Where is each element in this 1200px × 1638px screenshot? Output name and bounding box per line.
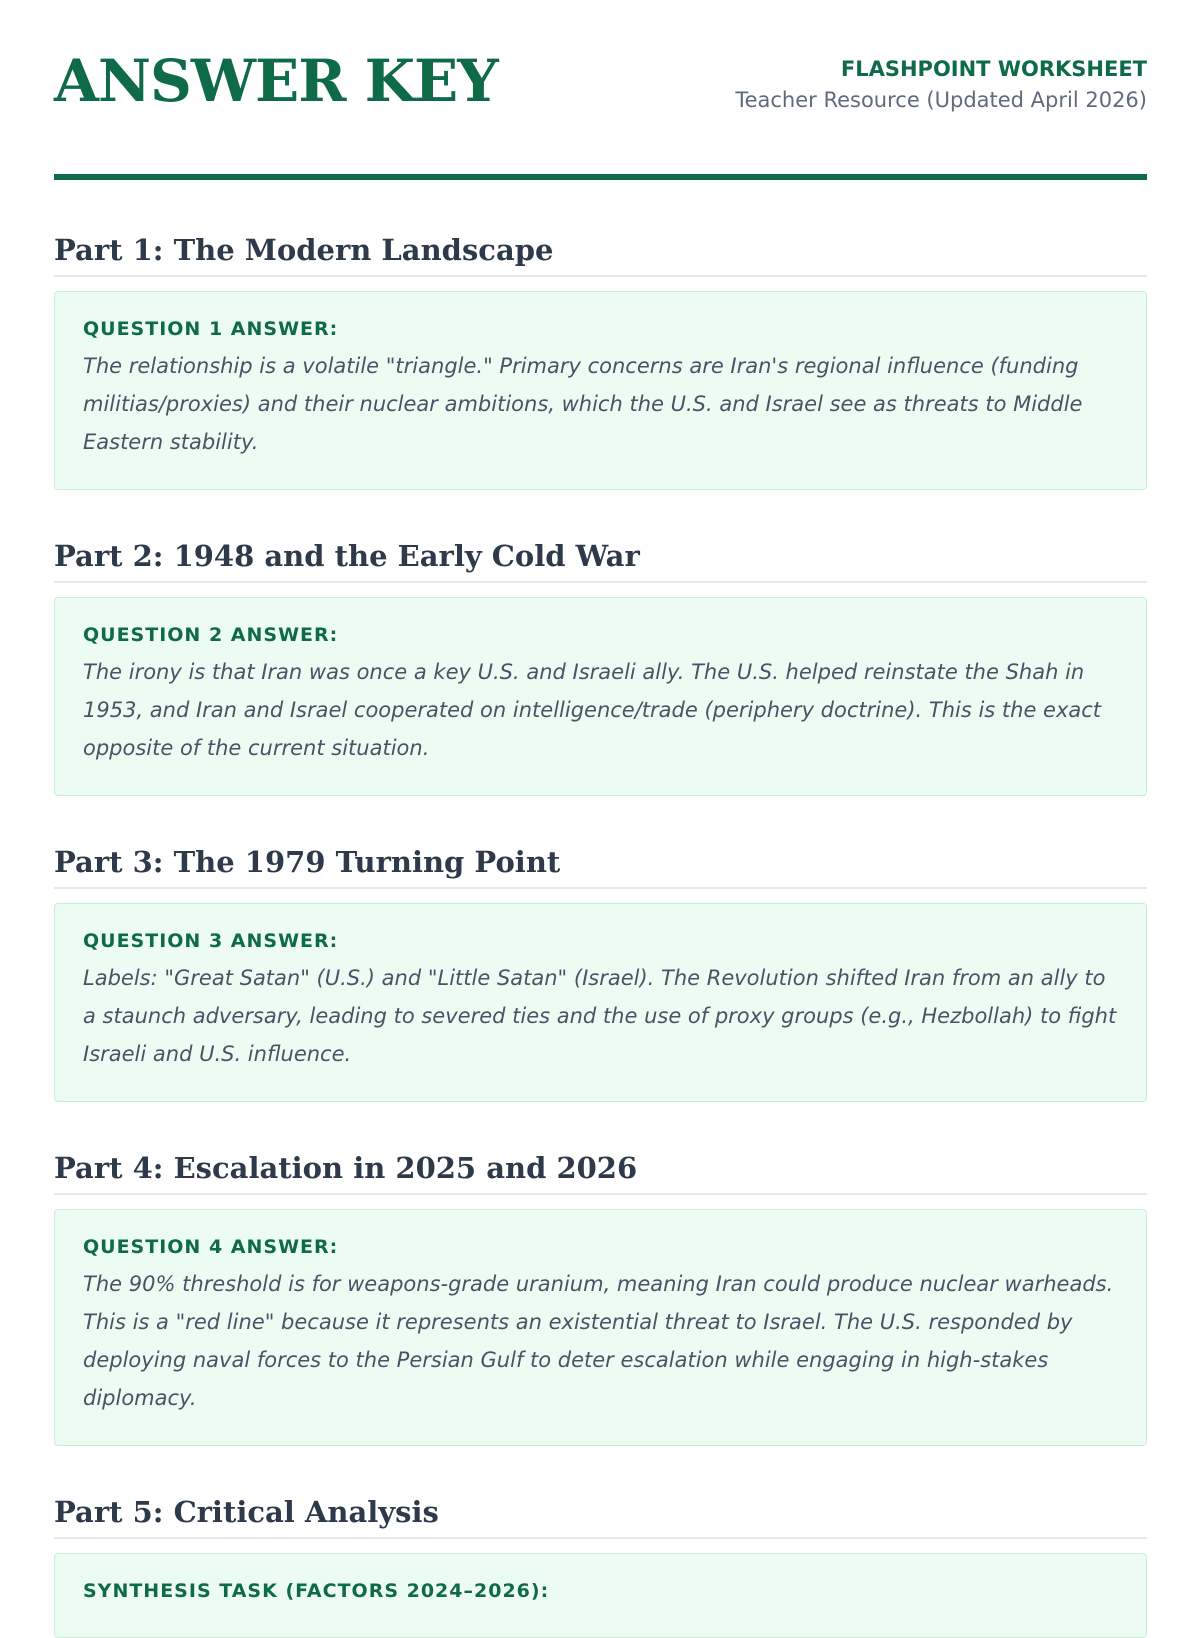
answer-label: QUESTION 3 ANSWER: — [83, 930, 339, 953]
answer-box — [54, 291, 1147, 490]
section-part-2 — [54, 540, 1147, 796]
answer-box — [54, 597, 1147, 796]
answer-text: The relationship is a volatile "triangle." Primary concerns are Iran's regional influence (funding militias/proxies) and their nuclear ambitions, which the U.S. and Israel see as threats to Middle Eastern stability. — [83, 354, 1083, 455]
answer-text: The irony is that Iran was once a key U.S. and Israeli ally. The U.S. helped reinstate the Shah in 1953, and Iran and Israel cooperated on intelligence/trade (periphery doctrine). This is the exact opposite of the current situation. — [83, 660, 1102, 761]
section-title: Part 3: The 1979 Turning Point — [54, 846, 1147, 889]
answer-text: The 90% threshold is for weapons-grade uranium, meaning Iran could produce nuclear warheads. This is a "red line" because it represents an existential threat to Israel. The U.S. responded by deploying naval forces to the Persian Gulf to deter escalation while engaging in high-stakes diplomacy. — [83, 1272, 1114, 1411]
section-part-3 — [54, 846, 1147, 1102]
resource-label: Teacher Resource (Updated April 2026) — [735, 88, 1147, 113]
answer-label: QUESTION 4 ANSWER: — [83, 1236, 339, 1259]
answer-text: Labels: "Great Satan" (U.S.) and "Little Satan" (Israel). The Revolution shifted Iran from an ally to a staunch adversary, leading to severed ties and the use of proxy groups (e.g., Hezbollah) to fight Israeli and U.S. influence. — [83, 966, 1117, 1067]
page-title: ANSWER KEY — [54, 47, 498, 115]
answer-box — [54, 1209, 1147, 1446]
worksheet-label: FLASHPOINT WORKSHEET — [840, 57, 1147, 81]
answer-key-page — [54, 0, 1147, 1603]
section-title: Part 1: The Modern Landscape — [54, 234, 1147, 277]
answer-label: QUESTION 2 ANSWER: — [83, 624, 339, 647]
answer-box — [54, 903, 1147, 1102]
section-title: Part 4: Escalation in 2025 and 2026 — [54, 1152, 1147, 1195]
answer-label: SYNTHESIS TASK (FACTORS 2024–2026): — [83, 1580, 550, 1603]
section-title: Part 5: Critical Analysis — [54, 1496, 1147, 1539]
answer-box — [54, 1553, 1147, 1638]
page-header — [54, 0, 1147, 180]
section-part-5 — [54, 1496, 1147, 1638]
answer-label: QUESTION 1 ANSWER: — [83, 318, 339, 341]
section-part-1 — [54, 234, 1147, 490]
section-part-4 — [54, 1152, 1147, 1446]
header-meta — [735, 57, 1147, 113]
section-title: Part 2: 1948 and the Early Cold War — [54, 540, 1147, 583]
